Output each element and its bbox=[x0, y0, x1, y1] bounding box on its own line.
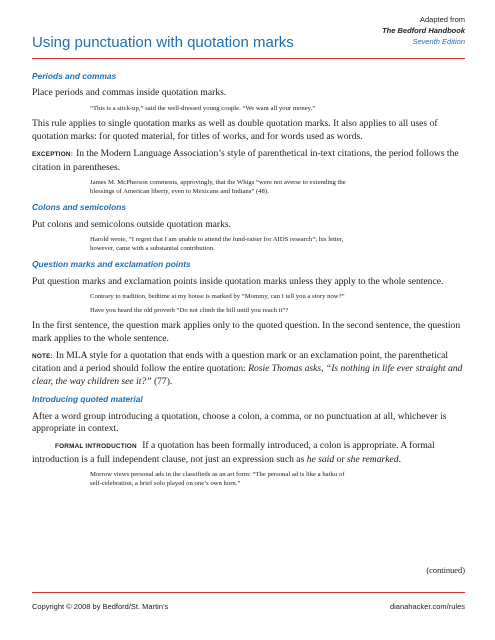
formal-introduction-paragraph bbox=[32, 440, 465, 466]
example-morrow: Morrow views personal ads in the classifieds as an art form: “The personal ad is like a haiku of self-celebration, a brief solo played on one’s own horn.” bbox=[90, 471, 345, 487]
adapted-label: Adapted from bbox=[419, 15, 465, 24]
top-divider bbox=[32, 58, 465, 59]
heading-introducing-quoted: Introducing quoted material bbox=[32, 394, 143, 405]
footer-url-link[interactable]: dianahacker.com/rules bbox=[389, 602, 465, 611]
exception-label: EXCEPTION: bbox=[32, 151, 74, 159]
edition-label: Seventh Edition bbox=[412, 37, 465, 46]
source-credit bbox=[382, 14, 465, 47]
book-title: The Bedford Handbook bbox=[382, 26, 465, 35]
example-harold: Harold wrote, “I regret that I am unable to attend the fund-raiser for AIDS research”; his letter, however, came with a substantial contribution. bbox=[90, 236, 344, 252]
rule-colons-semicolons: Put colons and semicolons outside quotation marks. bbox=[32, 218, 232, 230]
main-content bbox=[32, 66, 465, 493]
example-mcpherson: James M. McPherson comments, approvingly, that the Whigs “were not averse to extending the blessings of American liberty, even to Mexicans and Indians” (48). bbox=[90, 179, 346, 195]
exception-text: In the Modern Language Association’s style of parenthetical in-text citations, the period follows the citation in parentheses. bbox=[32, 148, 459, 173]
word-or: or bbox=[334, 453, 347, 465]
note-text: In MLA style for a quotation that ends with a question mark or an exclamation point, the parenthetical citation and a period should follow the entire quotation: bbox=[32, 350, 449, 375]
phrase-she-remarked: she remarked bbox=[346, 453, 399, 465]
heading-periods-commas: Periods and commas bbox=[32, 71, 117, 81]
phrase-he-said: he said bbox=[306, 453, 335, 465]
formal-introduction-text: If a quotation has been formally introduced, a colon is appropriate. A formal introduction is a full independent clause, not just an expression such as bbox=[32, 440, 435, 465]
rule-question-exclamation: Put question marks and exclamation points inside quotation marks unless they apply to the whole sentence. bbox=[32, 275, 444, 287]
bottom-divider bbox=[32, 592, 465, 593]
example-proverb: Have you heard the old proverb “Do not climb the hill until you reach it”? bbox=[90, 306, 289, 314]
footer-copyright: Copyright © 2008 by Bedford/St. Martin’s bbox=[32, 602, 169, 611]
paragraph-first-second: In the first sentence, the question mark applies only to the quoted question. In the second sentence, the question mark applies to the whole sentence. bbox=[32, 320, 461, 344]
note-label: NOTE: bbox=[32, 353, 53, 361]
heading-question-exclamation: Question marks and exclamation points bbox=[32, 259, 191, 270]
note-end: (77). bbox=[151, 375, 173, 387]
rule-introducing-quoted: After a word group introducing a quotation, choose a colon, a comma, or no punctuation at all, whichever is appropriate in context. bbox=[32, 410, 447, 435]
formal-introduction-label: FORMAL INTRODUCTION bbox=[55, 443, 137, 451]
paragraph-single-double: This rule applies to single quotation marks as well as double quotation marks. It also applies to all uses of quotation marks: for quoted material, for titles of works, and for words used as words. bbox=[32, 118, 438, 142]
example-stick-up: “This is a stick-up,” said the well-dressed young couple. “We want all your money.” bbox=[90, 104, 316, 112]
heading-colons-semicolons: Colons and semicolons bbox=[32, 202, 127, 213]
continued-label: (continued) bbox=[426, 566, 465, 575]
page-title: Using punctuation with quotation marks bbox=[32, 34, 294, 51]
example-bedtime: Contrary to tradition, bedtime at my house is marked by “Mommy, can I tell you a story now?” bbox=[90, 293, 345, 301]
note-italic-quote: Rosie Thomas asks, “Is nothing in life ever straight and clear, the way children see it?” bbox=[32, 363, 463, 387]
rule-periods-commas: Place periods and commas inside quotation marks. bbox=[32, 87, 227, 99]
note-paragraph bbox=[32, 350, 465, 388]
formal-end-period: . bbox=[398, 453, 401, 465]
exception-paragraph bbox=[32, 148, 465, 174]
